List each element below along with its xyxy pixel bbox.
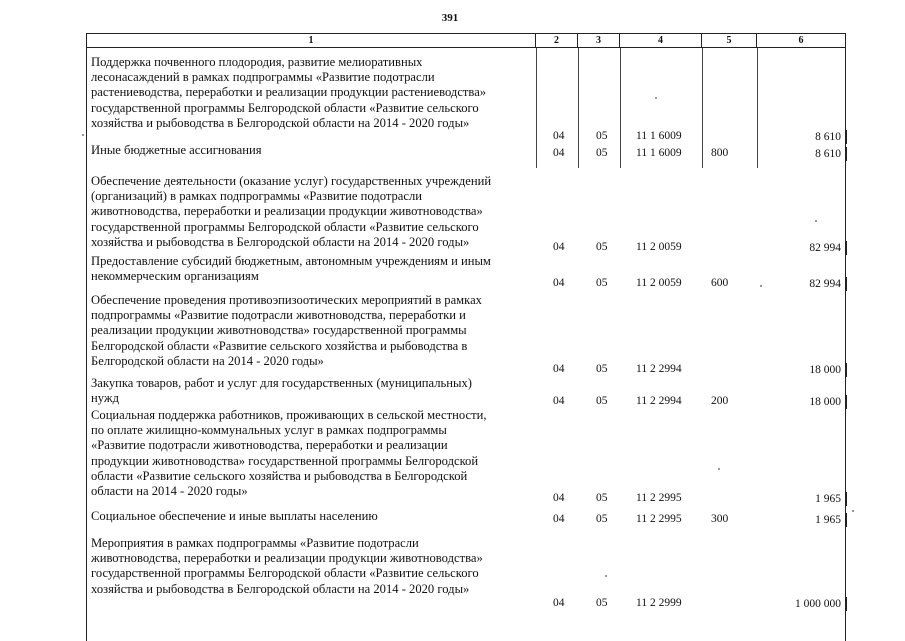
cell-border-mark: [843, 363, 847, 377]
row-section: 04: [553, 395, 565, 407]
row-subsection: 05: [596, 597, 608, 609]
scan-speck: [852, 510, 854, 512]
column-divider: [578, 48, 579, 168]
row-section: 04: [553, 241, 565, 253]
row-target-code: 11 2 2995: [636, 492, 682, 504]
row-subsection: 05: [596, 241, 608, 253]
cell-border-mark: [843, 277, 847, 291]
row-name: Обеспечение деятельности (оказание услуг) государственных учреждений (организаций) в рамках подпрограммы «Развитие подотрасли животноводства, переработки и реализации продукции животноводства» государственной программы Белгородской области «Развитие сельского хозяйства и рыбоводства в Белгородской области на 2014 - 2020 годы»: [91, 174, 492, 249]
row-expense-type: 800: [711, 147, 729, 159]
cell-border-mark: [843, 395, 847, 409]
row-subsection: 05: [596, 277, 608, 289]
row-name: Иные бюджетные ассигнования: [91, 143, 262, 157]
column-divider: [757, 48, 758, 168]
row-target-code: 11 2 2994: [636, 363, 682, 375]
scan-speck: [82, 134, 84, 136]
row-subsection: 05: [596, 513, 608, 525]
row-section: 04: [553, 147, 565, 159]
row-subsection: 05: [596, 363, 608, 375]
row-expense-type: 300: [711, 513, 729, 525]
row-amount: 18 000: [809, 396, 841, 408]
header-col-5: 5: [702, 34, 757, 47]
row-amount: 82 994: [809, 242, 841, 254]
row-amount: 8 610: [815, 148, 841, 160]
row-name: Поддержка почвенного плодородия, развитие мелиоративных лесонасаждений в рамках подпрограммы «Развитие подотрасли растениеводства, переработки и реализации продукции растениеводства» государственной программы Белгородской области «Развитие сельского хозяйства и рыбоводства в Белгородской области на 2014 - 2020 годы»: [91, 55, 487, 130]
row-amount: 82 994: [809, 278, 841, 290]
header-col-1: 1: [87, 34, 536, 47]
cell-border-mark: [843, 241, 847, 255]
header-col-4: 4: [620, 34, 702, 47]
row-subsection: 05: [596, 395, 608, 407]
scan-speck: [815, 220, 817, 222]
row-name: Обеспечение проведения противоэпизоотических мероприятий в рамках подпрограммы «Развитие подотрасли животноводства, переработки и реализации продукции животноводства» государственной программы Белгородской области «Развитие сельского хозяйства и рыбоводства в Белгородской области на 2014 - 2020 годы»: [91, 293, 482, 368]
row-subsection: 05: [596, 147, 608, 159]
row-target-code: 11 1 6009: [636, 147, 682, 159]
row-amount: 8 610: [815, 131, 841, 143]
column-divider: [620, 48, 621, 168]
cell-border-mark: [843, 597, 847, 611]
row-target-code: 11 2 2995: [636, 513, 682, 525]
row-target-code: 11 1 6009: [636, 130, 682, 142]
row-section: 04: [553, 597, 565, 609]
table-header: [87, 34, 845, 48]
row-expense-type: 600: [711, 277, 729, 289]
row-name: Мероприятия в рамках подпрограммы «Развитие подотрасли животноводства, переработки и реализации продукции животноводства» государственной программы Белгородской области «Развитие сельского хозяйства и рыбоводства в Белгородской области на 2014 - 2020 годы»: [91, 536, 483, 596]
scan-speck: [655, 97, 657, 99]
row-subsection: 05: [596, 130, 608, 142]
row-section: 04: [553, 277, 565, 289]
cell-border-mark: [843, 130, 847, 144]
row-name: Социальная поддержка работников, проживающих в сельской местности, по оплате жилищно-коммунальных услуг в рамках подпрограммы «Развитие подотрасли животноводства, переработки и реализации продукции животноводства» государственной программы Белгородской области «Развитие сельского хозяйства и рыбоводства в Белгородской области на 2014 - 2020 годы»: [91, 408, 487, 499]
row-section: 04: [553, 492, 565, 504]
row-subsection: 05: [596, 492, 608, 504]
row-target-code: 11 2 0059: [636, 241, 682, 253]
header-col-2: 2: [536, 34, 578, 47]
scan-speck: [605, 575, 607, 577]
row-name: Социальное обеспечение и иные выплаты населению: [91, 509, 378, 523]
row-expense-type: 200: [711, 395, 729, 407]
row-amount: 1 965: [815, 514, 841, 526]
row-name: Предоставление субсидий бюджетным, автономным учреждениям и иным некоммерческим организациям: [91, 254, 491, 284]
row-section: 04: [553, 363, 565, 375]
row-amount: 18 000: [809, 364, 841, 376]
header-col-6: 6: [798, 35, 804, 46]
scan-speck: [718, 468, 720, 470]
row-target-code: 11 2 2999: [636, 597, 682, 609]
row-amount: 1 965: [815, 493, 841, 505]
cell-border-mark: [843, 147, 847, 161]
scan-speck: [760, 285, 762, 287]
row-amount: 1 000 000: [795, 598, 841, 610]
row-target-code: 11 2 0059: [636, 277, 682, 289]
header-col-3: 3: [578, 34, 620, 47]
budget-table: [86, 33, 846, 641]
row-section: 04: [553, 130, 565, 142]
cell-border-mark: [843, 513, 847, 527]
cell-border-mark: [843, 492, 847, 506]
row-section: 04: [553, 513, 565, 525]
row-target-code: 11 2 2994: [636, 395, 682, 407]
column-divider: [536, 48, 537, 168]
page-number: 391: [441, 12, 459, 24]
column-divider: [702, 48, 703, 168]
row-name: Закупка товаров, работ и услуг для государственных (муниципальных) нужд: [91, 376, 472, 406]
